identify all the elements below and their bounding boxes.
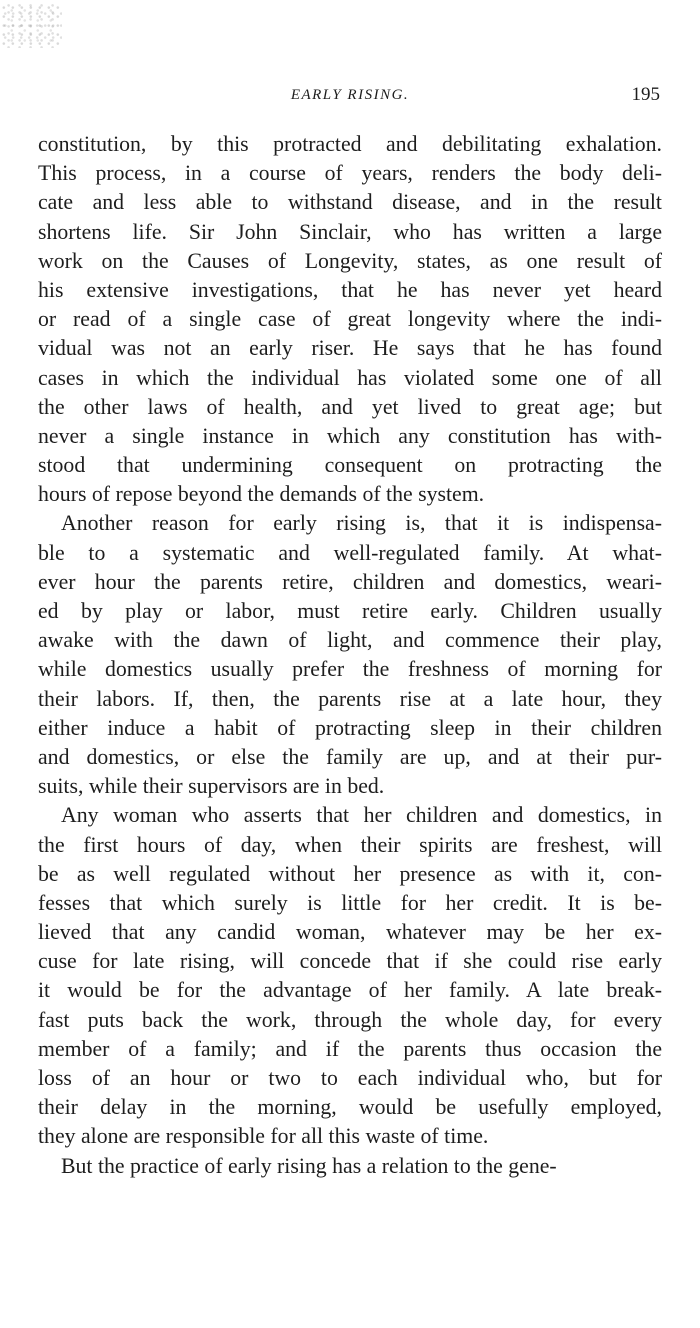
text-line: This process, in a course of years, renders the body deli- [38,161,662,186]
text-line: lieved that any candid woman, whatever may be her ex- [38,920,662,945]
text-line: while domestics usually prefer the freshness of morning for [38,657,662,682]
text-line: hours of repose beyond the demands of the system. [38,482,485,507]
text-line: their labors. If, then, the parents rise at a late hour, they [38,686,662,711]
text-line: fast puts back the work, through the whole day, for every [38,1007,662,1032]
text-line: never a single instance in which any constitution has with- [38,423,662,448]
page-number: 195 [631,84,660,105]
text-line: be as well regulated without her presence as with it, con- [38,861,662,886]
paragraph [38,801,662,1151]
paragraph [38,509,662,801]
text-line: awake with the dawn of light, and commence their play, [38,628,662,653]
text-line: stood that undermining consequent on protracting the [38,453,662,478]
paragraph [38,1152,662,1181]
text-line: cuse for late rising, will concede that if she could rise early [38,949,662,974]
text-line: Another reason for early rising is, that it is indispensa- [61,511,662,536]
text-line: ed by play or labor, must retire early. Children usually [38,599,662,623]
text-line: cases in which the individual has violated some one of all [38,365,662,390]
text-line: it would be for the advantage of her family. A late break- [38,978,662,1003]
text-line: member of a family; and if the parents thus occasion the [38,1036,662,1061]
text-line: their delay in the morning, would be usefully employed, [38,1095,662,1120]
text-line: they alone are responsible for all this waste of time. [38,1124,489,1149]
text-line: But the practice of early rising has a relation to the gene- [61,1153,557,1178]
text-line: loss of an hour or two to each individual who, but for [38,1066,662,1090]
text-line: cate and less able to withstand disease, and in the result [38,190,662,215]
text-line: the first hours of day, when their spirits are freshest, will [38,832,662,857]
text-line: work on the Causes of Longevity, states, as one result of [38,248,662,273]
text-line: constitution, by this protracted and debilitating exhalation. [38,132,662,156]
text-line: his extensive investigations, that he has never yet heard [38,277,662,302]
text-line: Any woman who asserts that her children and domestics, in [61,803,662,828]
body-text [38,130,662,1181]
page-header [38,84,662,108]
text-line: suits, while their supervisors are in bed. [38,774,385,799]
text-line: ever hour the parents retire, children and domestics, weari- [38,569,662,594]
text-line: the other laws of health, and yet lived to great age; but [38,394,662,419]
text-line: ble to a systematic and well-regulated family. At what- [38,540,662,565]
text-line: fesses that which surely is little for her credit. It is be- [38,890,662,915]
text-line: vidual was not an early riser. He says that he has found [38,336,662,361]
text-line: either induce a habit of protracting sleep in their children [38,715,662,740]
text-line: and domestics, or else the family are up, and at their pur- [38,744,662,769]
text-line: shortens life. Sir John Sinclair, who has written a large [38,219,662,244]
paragraph [38,130,662,509]
text-line: or read of a single case of great longevity where the indi- [38,307,662,332]
running-title: EARLY RISING. [290,87,410,103]
paper-stain [2,4,62,48]
